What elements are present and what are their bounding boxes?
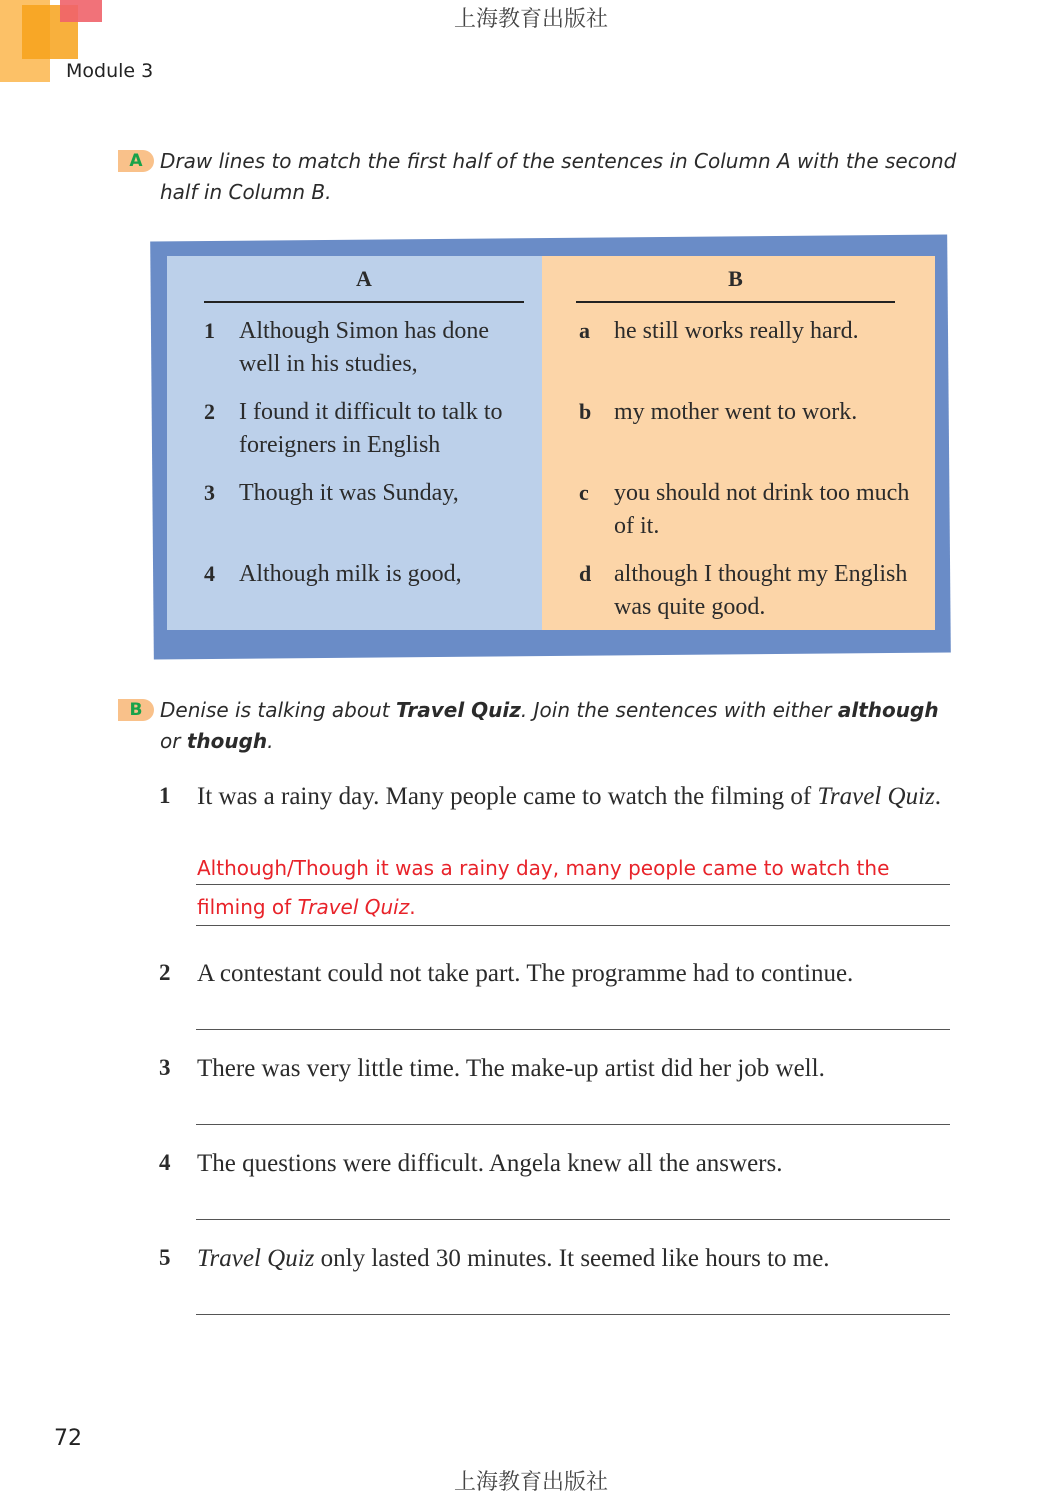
publisher-header: 上海教育出版社: [453, 6, 608, 31]
column-b-item: he still works really hard.: [614, 318, 859, 344]
answer-line-1: Although/Though it was a rainy day, many people came to watch the: [197, 856, 890, 880]
column-a-rule: [204, 301, 524, 303]
column-a-item: I found it difficult to talk to foreigners in English: [239, 399, 503, 458]
column-b-letter: a: [579, 318, 590, 343]
section-b-badge: B: [118, 699, 154, 721]
question-number: 1: [159, 783, 171, 808]
answer-rule[interactable]: [196, 1029, 950, 1030]
column-a-item: Although Simon has done well in his studies,: [239, 318, 489, 377]
question-text: It was a rainy day. Many people came to watch the filming of Travel Quiz.: [197, 783, 942, 810]
answer-line-2: filming of Travel Quiz.: [197, 895, 416, 919]
question-number: 4: [159, 1150, 171, 1175]
question-text: A contestant could not take part. The programme had to continue.: [197, 960, 854, 987]
column-b-letter: d: [579, 561, 592, 586]
question-number: 3: [159, 1055, 171, 1080]
column-a-item: Although milk is good,: [239, 561, 462, 587]
section-a-badge: A: [118, 150, 154, 172]
column-b-item: although I thought my English was quite good.: [614, 561, 908, 620]
column-a-number: 3: [204, 480, 215, 505]
section-b-instruction: Denise is talking about Travel Quiz. Join the sentences with either although or though.: [160, 698, 939, 753]
column-a-number: 2: [204, 399, 215, 424]
column-b-rule: [576, 301, 895, 303]
column-a-number: 4: [204, 561, 215, 586]
answer-rule[interactable]: [196, 1124, 950, 1125]
column-b-item: you should not drink too much of it.: [614, 480, 910, 539]
column-b-letter: b: [579, 399, 592, 424]
page-number: 72: [54, 1426, 82, 1451]
column-b-letter: c: [579, 480, 589, 505]
publisher-footer: 上海教育出版社: [453, 1469, 608, 1494]
answer-rule[interactable]: [196, 1314, 950, 1315]
answer-rule[interactable]: [196, 884, 950, 885]
question-text: Travel Quiz only lasted 30 minutes. It seemed like hours to me.: [197, 1245, 830, 1272]
column-b-item: my mother went to work.: [614, 399, 858, 425]
answer-rule[interactable]: [196, 925, 950, 926]
question-text: There was very little time. The make-up artist did her job well.: [197, 1055, 825, 1082]
answer-rule[interactable]: [196, 1219, 950, 1220]
column-a-heading: A: [356, 266, 372, 291]
question-number: 5: [159, 1245, 171, 1270]
question-number: 2: [159, 960, 171, 985]
column-a-number: 1: [204, 318, 215, 343]
column-a-item: Though it was Sunday,: [239, 480, 459, 506]
question-text: The questions were difficult. Angela knew all the answers.: [197, 1150, 783, 1177]
column-b-heading: B: [728, 266, 743, 291]
section-a-instruction: Draw lines to match the first half of the sentences in Column A with the second half in Column B.: [160, 149, 957, 204]
module-label: Module 3: [66, 60, 154, 82]
